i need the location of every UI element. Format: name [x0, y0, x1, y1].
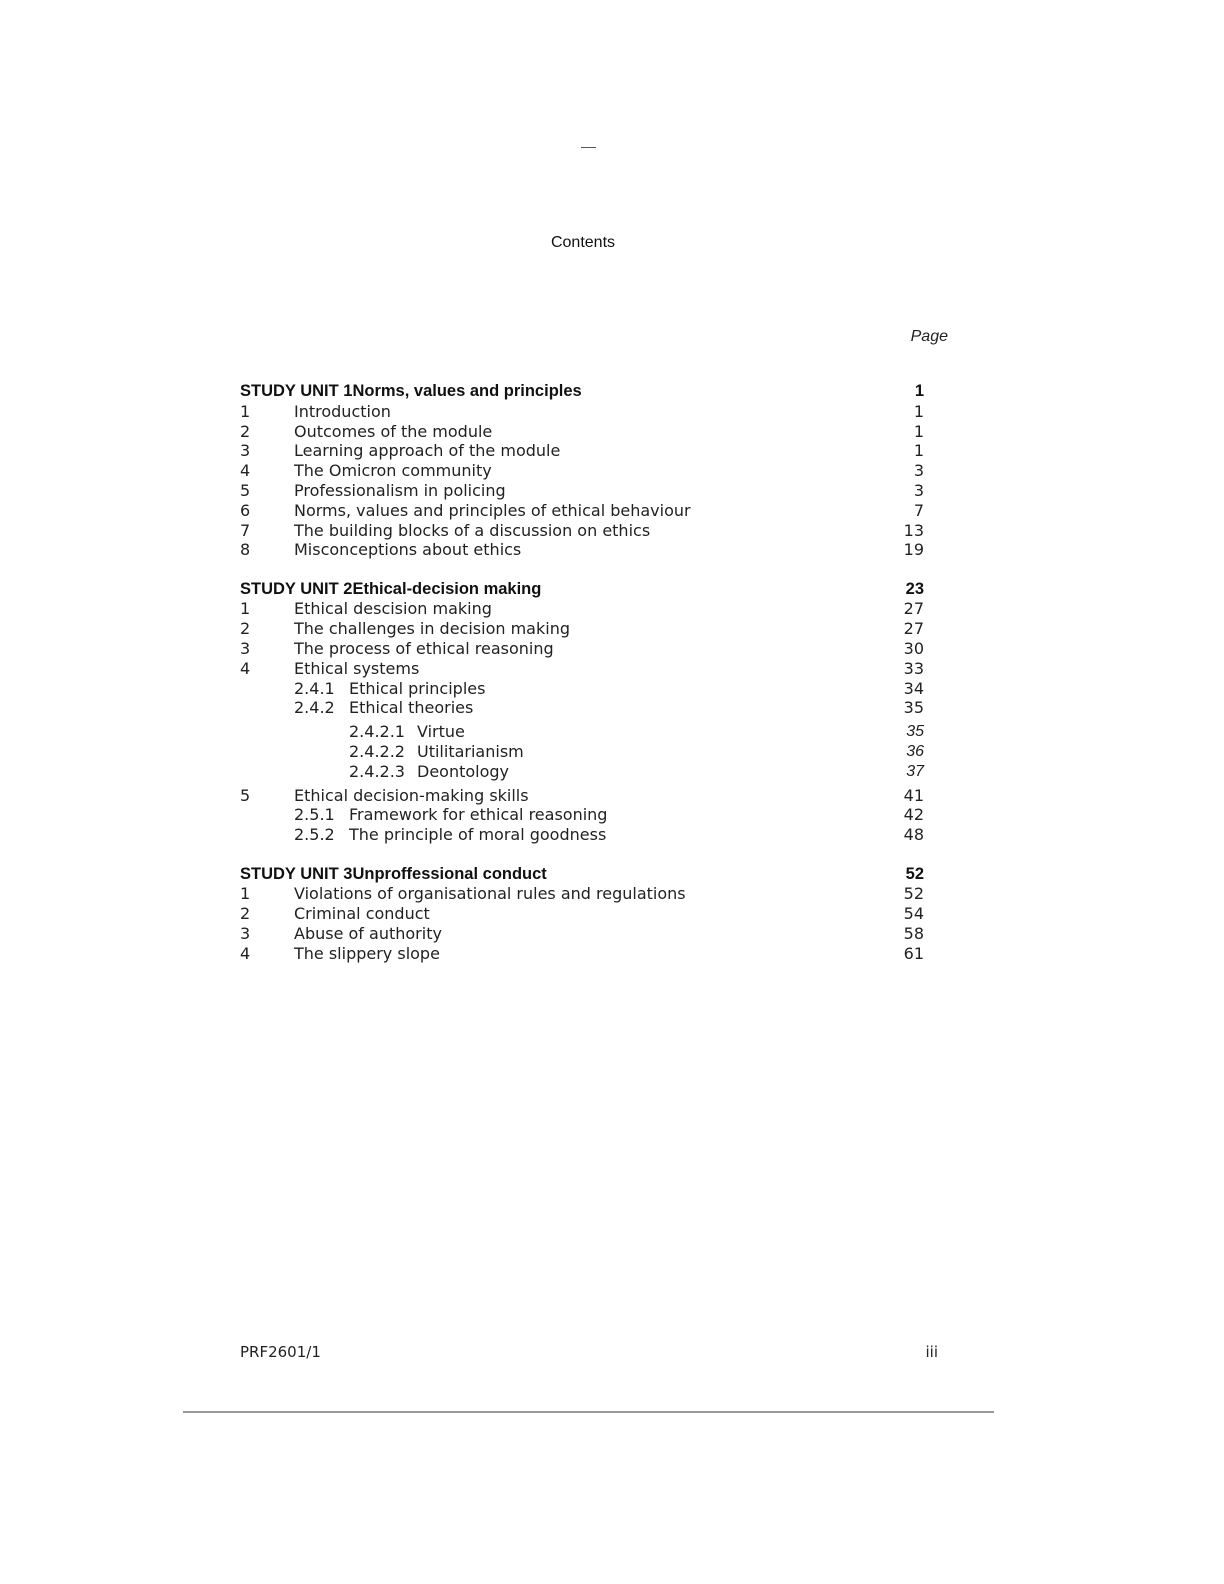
- subentry-label: Ethical principles: [349, 678, 486, 698]
- subsubentry-label: Deontology: [417, 761, 510, 781]
- toc-subentry[interactable]: [240, 679, 924, 699]
- entry-page: 19: [903, 540, 924, 560]
- toc-entry[interactable]: [240, 944, 924, 964]
- unit-page: 52: [905, 864, 924, 883]
- toc-entry[interactable]: [240, 540, 924, 560]
- entry-number: 3: [240, 639, 251, 659]
- subentry-code: 2.5.2: [294, 825, 335, 845]
- subsubentry-page: 37: [906, 762, 924, 780]
- entry-number: 1: [240, 401, 251, 421]
- entry-number: 4: [240, 943, 251, 963]
- entry-label: Ethical systems: [294, 658, 420, 678]
- toc-entry[interactable]: [240, 521, 924, 541]
- entry-page: 1: [913, 421, 924, 441]
- entry-page: 58: [903, 923, 924, 943]
- header-dash: [581, 147, 596, 148]
- subentry-page: 48: [903, 825, 924, 845]
- subentry-label: The principle of moral goodness: [349, 825, 607, 845]
- unit-title: STUDY UNIT 2Ethical-decision making: [240, 579, 542, 598]
- subsubentry-page: 36: [906, 743, 924, 761]
- toc-entry[interactable]: [240, 924, 924, 944]
- entry-label: Ethical descision making: [294, 599, 492, 619]
- page-column-heading: Page: [910, 328, 948, 345]
- toc-entry[interactable]: [240, 619, 924, 639]
- module-code: PRF2601/1: [240, 1343, 321, 1361]
- entry-page: 61: [903, 943, 924, 963]
- toc-subentry[interactable]: [240, 825, 924, 845]
- entry-page: 1: [913, 441, 924, 461]
- entry-page: 54: [903, 904, 924, 924]
- entry-label: Outcomes of the module: [294, 421, 493, 441]
- entry-page: 41: [903, 785, 924, 805]
- table-of-contents: [240, 382, 924, 964]
- subentry-label: Framework for ethical reasoning: [349, 805, 608, 825]
- toc-entry[interactable]: [240, 402, 924, 422]
- subentry-code: 2.4.2: [294, 698, 335, 718]
- entry-number: 7: [240, 520, 251, 540]
- footer-rule: [183, 1411, 994, 1413]
- toc-unit-heading[interactable]: [240, 865, 924, 885]
- toc-entry[interactable]: [240, 461, 924, 481]
- subentry-code: 2.5.1: [294, 805, 335, 825]
- page-title: Contents: [550, 234, 616, 251]
- toc-unit-heading[interactable]: [240, 382, 924, 402]
- toc-subentry[interactable]: [240, 698, 924, 718]
- subsubentry-label: Virtue: [417, 722, 465, 742]
- page-number: iii: [925, 1343, 938, 1361]
- toc-subentry[interactable]: [240, 805, 924, 825]
- entry-page: 33: [903, 658, 924, 678]
- entry-number: 2: [240, 421, 251, 441]
- entry-number: 2: [240, 619, 251, 639]
- entry-page: 52: [903, 884, 924, 904]
- unit-title: STUDY UNIT 1Norms, values and principles: [240, 382, 582, 400]
- entry-label: Norms, values and principles of ethical behaviour: [294, 500, 691, 520]
- entry-number: 6: [240, 500, 251, 520]
- toc-entry[interactable]: [240, 599, 924, 619]
- entry-label: Professionalism in policing: [294, 480, 506, 500]
- subsubentry-label: Utilitarianism: [417, 742, 524, 762]
- subsubentry-page: 35: [906, 723, 924, 741]
- unit-page: 23: [905, 579, 924, 598]
- toc-entry[interactable]: [240, 904, 924, 924]
- entry-page: 7: [913, 500, 924, 520]
- entry-label: The slippery slope: [294, 943, 440, 963]
- entry-number: 1: [240, 599, 251, 619]
- toc-entry[interactable]: [240, 481, 924, 501]
- toc-entry[interactable]: [240, 422, 924, 442]
- toc-subsubentry[interactable]: [240, 742, 924, 762]
- toc-entry[interactable]: [240, 884, 924, 904]
- entry-number: 3: [240, 923, 251, 943]
- subentry-page: 34: [903, 678, 924, 698]
- entry-number: 5: [240, 480, 251, 500]
- entry-page: 13: [903, 520, 924, 540]
- entry-page: 1: [913, 401, 924, 421]
- unit-title: STUDY UNIT 3Unproffessional conduct: [240, 864, 547, 883]
- subentry-code: 2.4.1: [294, 678, 335, 698]
- entry-number: 8: [240, 540, 251, 560]
- entry-label: The challenges in decision making: [294, 619, 570, 639]
- toc-subsubentry[interactable]: [240, 762, 924, 782]
- subsubentry-code: 2.4.2.1: [349, 722, 405, 742]
- toc-entry[interactable]: [240, 659, 924, 679]
- entry-label: Violations of organisational rules and regulations: [294, 884, 686, 904]
- entry-label: Introduction: [294, 401, 391, 421]
- entry-page: 27: [903, 599, 924, 619]
- entry-page: 3: [913, 461, 924, 481]
- entry-page: 3: [913, 480, 924, 500]
- entry-number: 1: [240, 884, 251, 904]
- toc-entry[interactable]: [240, 501, 924, 521]
- toc-entry[interactable]: [240, 786, 924, 806]
- entry-label: The Omicron community: [294, 461, 492, 481]
- entry-label: Criminal conduct: [294, 904, 430, 924]
- section-gap: [240, 560, 924, 580]
- entry-label: Abuse of authority: [294, 923, 442, 943]
- subsubentry-code: 2.4.2.3: [349, 761, 405, 781]
- entry-number: 2: [240, 904, 251, 924]
- toc-entry[interactable]: [240, 441, 924, 461]
- toc-entry[interactable]: [240, 639, 924, 659]
- entry-label: Learning approach of the module: [294, 441, 561, 461]
- entry-label: The building blocks of a discussion on ethics: [294, 520, 651, 540]
- entry-label: Ethical decision-making skills: [294, 785, 529, 805]
- entry-number: 4: [240, 461, 251, 481]
- entry-page: 30: [903, 639, 924, 659]
- section-gap: [240, 845, 924, 865]
- subentry-page: 35: [903, 698, 924, 718]
- subentry-page: 42: [903, 805, 924, 825]
- subsubentry-code: 2.4.2.2: [349, 742, 405, 762]
- entry-page: 27: [903, 619, 924, 639]
- subentry-label: Ethical theories: [349, 698, 474, 718]
- entry-number: 4: [240, 658, 251, 678]
- entry-number: 3: [240, 441, 251, 461]
- unit-page: 1: [914, 382, 924, 400]
- entry-label: Misconceptions about ethics: [294, 540, 522, 560]
- entry-number: 5: [240, 785, 251, 805]
- toc-unit-heading[interactable]: [240, 580, 924, 600]
- toc-subsubentry[interactable]: [240, 722, 924, 742]
- entry-label: The process of ethical reasoning: [294, 639, 554, 659]
